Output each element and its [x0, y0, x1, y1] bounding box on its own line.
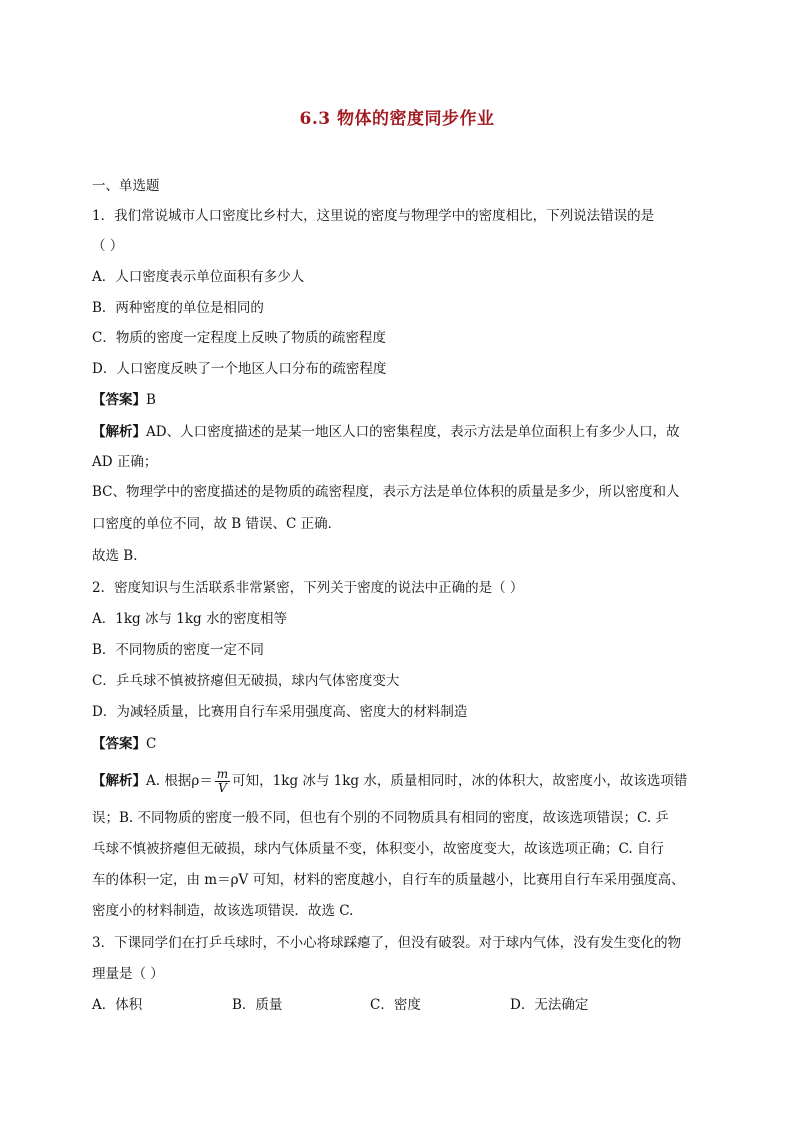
- q1-analysis-line1: [92, 422, 712, 442]
- q1-answer-label: 【答案】: [92, 392, 146, 408]
- q1-analysis-line5: 故选 B．: [92, 548, 147, 564]
- q2-analysis-pre: A. 根据ρ＝: [146, 773, 213, 789]
- fraction-numerator: m: [216, 767, 229, 781]
- q2-option-b: B．不同物质的密度一定不同: [92, 642, 264, 658]
- q2-option-d: D．为减轻质量，比赛用自行车采用强度高、密度大的材料制造: [92, 704, 468, 720]
- q1-analysis-line3: BC、物理学中的密度描述的是物质的疏密程度，表示方法是单位体积的质量是多少，所以密度和人: [92, 484, 680, 500]
- q1-option-d: D．人口密度反映了一个地区人口分布的疏密程度: [92, 361, 387, 377]
- q1-analysis-text1: AD、人口密度描述的是某一地区人口的密集程度，表示方法是单位面积上有多少人口，故: [146, 424, 680, 440]
- q2-analysis-label: 【解析】: [92, 773, 146, 789]
- density-formula-fraction: [215, 768, 230, 795]
- q1-analysis-label: 【解析】: [92, 424, 146, 440]
- q2-option-c: C．乒乓球不慎被挤瘪但无破损，球内气体密度变大: [92, 673, 400, 689]
- q3-option-c: C．密度: [370, 997, 421, 1013]
- q2-analysis-line3: 乓球不慎被挤瘪但无破损，球内气体质量不变，体积变小，故密度变大，故该选项正确；C. 自行: [92, 841, 664, 857]
- q3-option-a: A．体积: [92, 997, 143, 1013]
- section-heading: 一、单选题: [92, 178, 160, 194]
- q1-stem-line1: 1．我们常说城市人口密度比乡村大，这里说的密度与物理学中的密度相比，下列说法错误的是: [92, 208, 655, 224]
- q2-answer-label: 【答案】: [92, 736, 146, 752]
- fraction-denominator: V: [218, 781, 227, 795]
- q2-option-a: A．1kg 冰与 1kg 水的密度相等: [92, 611, 287, 627]
- q1-analysis-line4: 口密度的单位不同，故 B 错误、C 正确．: [92, 516, 342, 532]
- q1-answer-value: B: [146, 392, 156, 408]
- q1-option-a: A．人口密度表示单位面积有多少人: [92, 269, 305, 285]
- q2-answer: [92, 734, 712, 754]
- q2-analysis-line1: [92, 768, 712, 795]
- q3-option-b: B．质量: [232, 997, 283, 1013]
- q2-answer-value: C: [146, 736, 157, 752]
- q2-analysis-line2: 误；B. 不同物质的密度一般不同，但也有个别的不同物质具有相同的密度，故该选项错误；C. 乒: [92, 810, 669, 826]
- q1-option-c: C．物质的密度一定程度上反映了物质的疏密程度: [92, 330, 386, 346]
- q1-stem-line2: （ ）: [92, 238, 124, 254]
- q3-stem-line2: 理量是（ ）: [92, 966, 164, 982]
- q2-analysis-line4: 车的体积一定，由 m＝ρV 可知，材料的密度越小，自行车的质量越小，比赛用自行车采用强度高、: [92, 872, 685, 888]
- q1-analysis-line2: AD 正确；: [92, 454, 158, 470]
- q3-stem-line1: 3．下课同学们在打乒乓球时，不小心将球踩瘪了，但没有破裂。对于球内气体，没有发生变化的物: [92, 935, 682, 951]
- q1-option-b: B．两种密度的单位是相同的: [92, 300, 264, 316]
- q3-option-d: D．无法确定: [510, 997, 589, 1013]
- page-title: 6.3 物体的密度同步作业: [299, 109, 495, 129]
- q2-analysis-post: 可知，1kg 冰与 1kg 水，质量相同时，冰的体积大，故密度小，故该选项错: [232, 773, 688, 789]
- q2-analysis-line5: 密度小的材料制造，故该选项错误．故选 C.: [92, 903, 354, 919]
- q2-stem: 2．密度知识与生活联系非常紧密，下列关于密度的说法中正确的是（ ）: [92, 580, 524, 596]
- q1-answer: [92, 390, 712, 410]
